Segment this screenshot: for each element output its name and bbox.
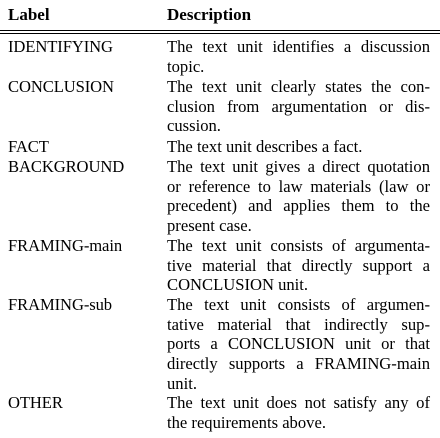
description-line: The text unit gives a direct quotation	[167, 157, 430, 176]
description-line: The text unit consists of argumen-	[167, 295, 430, 314]
description-line: topic.	[167, 56, 205, 76]
description-line: The text unit clearly states the con-	[167, 77, 430, 96]
description-line: clusion from argumentation or dis-	[167, 96, 430, 116]
row-label-conclusion: CONCLUSION	[8, 77, 114, 96]
row-label-framing-main: FRAMING-main	[8, 236, 123, 255]
description-line: The text unit describes a fact.	[167, 137, 363, 156]
description-line: The text unit does not satisfy any of	[167, 393, 430, 412]
row-description-other	[167, 393, 430, 432]
description-line: present case.	[167, 216, 252, 236]
description-line: the requirements above.	[167, 412, 326, 432]
description-line: tative material that indirectly sup-	[167, 314, 430, 334]
row-label-background: BACKGROUND	[8, 157, 125, 176]
row-label-identifying: IDENTIFYING	[8, 37, 113, 56]
description-line: or reference to law materials (law or	[167, 176, 430, 196]
header-label: Label	[8, 5, 50, 24]
header-rule-bottom	[0, 33, 440, 34]
table-header	[0, 0, 440, 34]
description-line: The text unit consists of argumenta-	[167, 236, 430, 255]
row-description-identifying	[167, 37, 430, 76]
row-label-framing-sub: FRAMING-sub	[8, 295, 113, 314]
row-description-fact	[167, 137, 430, 157]
description-line: precedent) and applies them to the	[167, 196, 430, 216]
description-line: cussion.	[167, 116, 221, 136]
row-description-framing-sub	[167, 295, 430, 394]
description-line: unit.	[167, 373, 197, 393]
description-line: directly supports a FRAMING-main	[167, 354, 430, 374]
row-label-fact: FACT	[8, 137, 49, 156]
row-description-background	[167, 157, 430, 236]
description-line: ports a CONCLUSION unit or that	[167, 334, 430, 354]
row-label-other: OTHER	[8, 393, 63, 412]
row-description-conclusion	[167, 77, 430, 136]
header-description: Description	[167, 5, 252, 24]
row-description-framing-main	[167, 236, 430, 295]
description-line: CONCLUSION unit.	[167, 275, 309, 295]
description-line: The text unit identifies a discussion	[167, 37, 430, 56]
header-rule-top	[0, 30, 440, 31]
description-line: tive material that directly support a	[167, 255, 430, 275]
